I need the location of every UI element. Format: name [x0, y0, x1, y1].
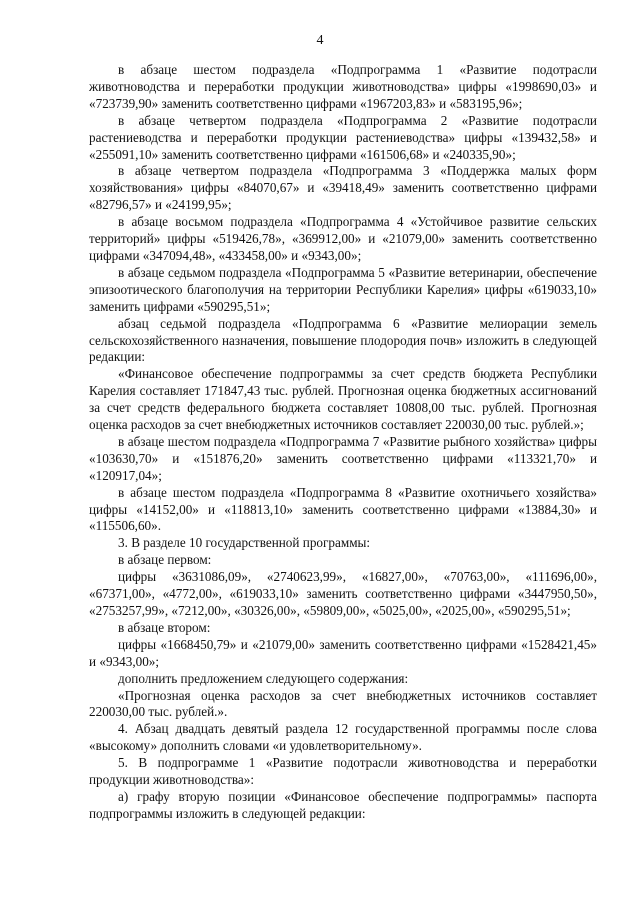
paragraph: в абзаце шестом подраздела «Подпрограмма 1 «Развитие подотрасли животноводства и переработки продукции животноводства» цифры «1998690,03» и «723739,90» заменить соответственно цифрами «1967203,83» и «583195,96»;: [89, 62, 597, 111]
paragraph: в абзаце восьмом подраздела «Подпрограмма 4 «Устойчивое развитие сельских территорий» цифры «519426,78», «369912,00» и «21079,00» заменить соответственно цифрами «347094,48», «433458,00» и «9343,00»;: [89, 214, 597, 263]
paragraph: дополнить предложением следующего содержания:: [118, 670, 409, 686]
paragraph: в абзаце шестом подраздела «Подпрограмма 8 «Развитие охотничьего хозяйства» цифры «14152,00» и «118813,10» заменить соответственно цифрами «13884,30» и «115506,60».: [89, 484, 597, 534]
paragraph: 3. В разделе 10 государственной программы:: [118, 535, 371, 551]
paragraph: цифры «3631086,09», «2740623,99», «16827,00», «70763,00», «111696,00», «67371,00», «4772,00», «619033,10» заменить соответственно цифрами «3447950,50», «2753257,99», «7212,00», «30326,00», «59809,00», «5025,00», «2025,00», «590295,51»;: [89, 569, 597, 618]
paragraph: в абзаце шестом подраздела «Подпрограмма 7 «Развитие рыбного хозяйства» цифры «103630,70» и «151876,20» заменить соответственно цифрами «113321,70» и «120917,04»;: [89, 433, 597, 483]
paragraph: в абзаце четвертом подраздела «Подпрограмма 3 «Поддержка малых форм хозяйствования» цифры «84070,67» и «39418,49» заменить соответственно цифрами «82796,57» и «24199,95»;: [89, 163, 597, 213]
paragraph: а) графу вторую позиции «Финансовое обеспечение подпрограммы» паспорта подпрограммы изложить в следующей редакции:: [89, 788, 597, 821]
paragraph: «Прогнозная оценка расходов за счет внебюджетных источников составляет 220030,00 тыс. рублей.».: [89, 687, 597, 720]
paragraph: в абзаце седьмом подраздела «Подпрограмма 5 «Развитие ветеринарии, обеспечение эпизоотического благополучия на территории Республики Карелия» цифры «619033,10» заменить цифрами «590295,51»;: [89, 264, 597, 314]
paragraph: 5. В подпрограмме 1 «Развитие подотрасли животноводства и переработки продукции животноводства»:: [89, 755, 597, 788]
paragraph: цифры «1668450,79» и «21079,00» заменить соответственно цифрами «1528421,45» и «9343,00»;: [89, 636, 597, 669]
paragraph: в абзаце втором:: [118, 619, 211, 635]
paragraph: «Финансовое обеспечение подпрограммы за счет средств бюджета Республики Карелия составляет 171847,43 тыс. рублей. Прогнозная оценка бюджетных ассигнований за счет средств федерального бюджета составляет 10808,00 тыс. рублей. Прогнозная оценка расходов за счет внебюджетных источников составляет 220030,00 тыс. рублей.»;: [89, 366, 597, 433]
paragraph: в абзаце первом:: [118, 552, 212, 568]
page-number: 4: [316, 33, 324, 48]
paragraph: 4. Абзац двадцать девятый раздела 12 государственной программы после слова «высокому» дополнить словами «и удовлетворительному».: [89, 721, 597, 754]
paragraph: в абзаце четвертом подраздела «Подпрограмма 2 «Развитие подотрасли растениеводства и переработки продукции растениеводства» цифры «139432,58» и «255091,10» заменить соответственно цифрами «161506,68» и «240335,90»;: [89, 112, 597, 162]
paragraph: абзац седьмой подраздела «Подпрограмма 6 «Развитие мелиорации земель сельскохозяйственного назначения, повышение плодородия почв» изложить в следующей редакции:: [89, 315, 597, 365]
document-body: [89, 62, 597, 823]
